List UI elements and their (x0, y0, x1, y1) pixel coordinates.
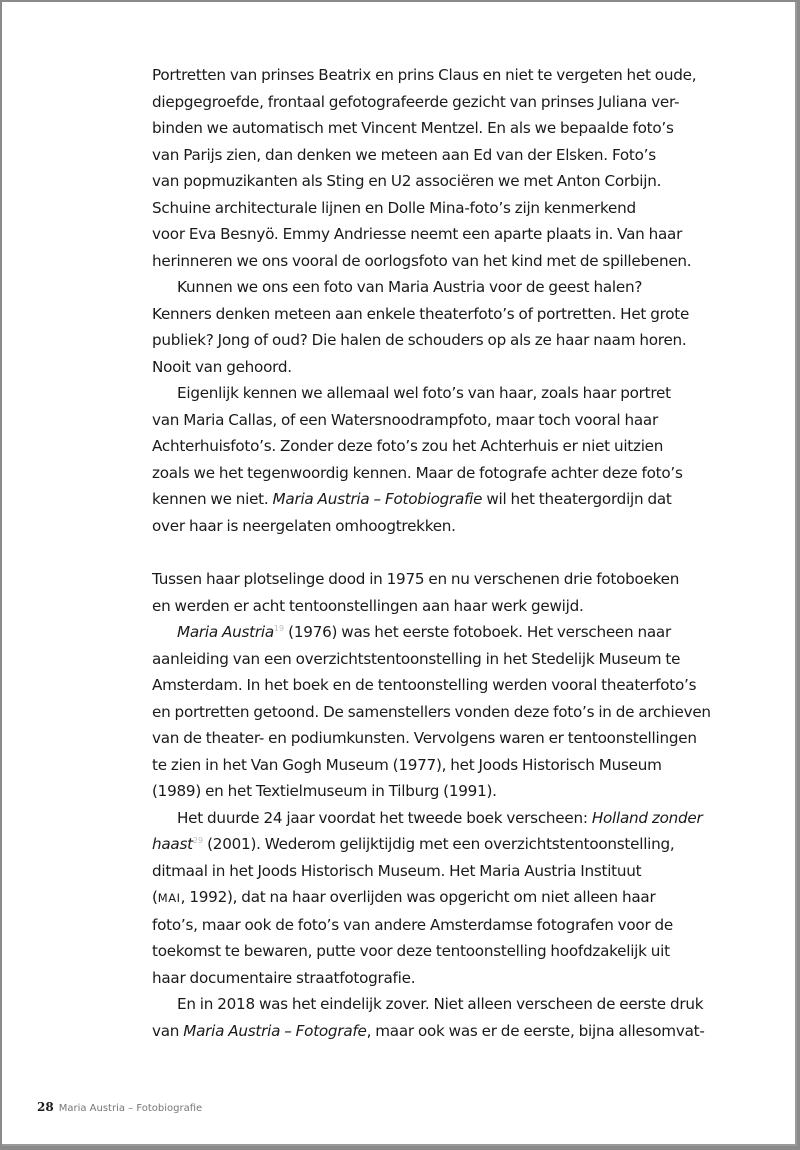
section-break (152, 539, 697, 566)
paragraph-3 (152, 380, 697, 539)
text-line: haar documentaire straatfotografie. (152, 968, 416, 987)
text-segment: , maar ook was er de eerste, bijna allesomvat- (366, 1021, 705, 1040)
paragraph-7 (152, 991, 705, 1044)
text-line: te zien in het Van Gogh Museum (1977), het Joods Historisch Museum (152, 755, 662, 774)
paragraph-1 (152, 62, 697, 274)
text-line: van de theater- en podiumkunsten. Vervolgens waren er tentoonstellingen (152, 729, 697, 747)
text-line (152, 486, 697, 513)
text-line: Kenners denken meteen aan enkele theaterfoto’s of portretten. Het grote (152, 304, 690, 323)
page-number: 28 (37, 1100, 54, 1114)
text-line: En in 2018 was het eindelijk zover. Niet alleen verscheen de eerste druk (177, 995, 704, 1013)
paragraph-6 (152, 805, 703, 992)
text-line: publiek? Jong of oud? Die halen de schouders op als ze haar naam horen. (152, 331, 687, 349)
text-line: diepgegroefde, frontaal gefotografeerde gezicht van prinses Juliana ver- (152, 92, 680, 111)
text-line: van Parijs zien, dan denken we meteen aan Ed van der Elsken. Foto’s (152, 145, 656, 164)
footnote-marker: 29 (192, 835, 204, 845)
abbreviation: MAI (157, 891, 181, 905)
text-line: Portretten van prinses Beatrix en prins Claus en niet te vergeten het oude, (152, 66, 697, 84)
text-segment: , 1992), dat na haar overlijden was opgericht om niet alleen haar (180, 888, 656, 906)
book-title: Maria Austria – Fotografe (183, 1021, 367, 1040)
text-segment: (2001). Wederom gelijktijdig met een overzichtstentoonstelling, (203, 835, 675, 853)
text-segment: van (152, 1021, 184, 1040)
text-segment: (1976) was het eerste fotoboek. Het verscheen naar (284, 623, 671, 641)
text-line: van popmuzikanten als Sting en U2 associëren we met Anton Corbijn. (152, 172, 662, 190)
book-page (2, 2, 797, 1146)
text-segment: ( (152, 888, 158, 906)
text-line (152, 805, 703, 832)
paragraph-4 (152, 566, 697, 619)
text-line: voor Eva Besnyö. Emmy Andriesse neemt een aparte plaats in. Van haar (152, 225, 683, 243)
text-line: Nooit van gehoord. (152, 357, 292, 376)
text-segment: kennen we niet. (152, 490, 273, 508)
text-line: Tussen haar plotselinge dood in 1975 en nu verschenen drie fotoboeken (152, 570, 680, 588)
text-line: Eigenlijk kennen we allemaal wel foto’s van haar, zoals haar portret (177, 384, 671, 402)
text-line: (1989) en het Textielmuseum in Tilburg (1991). (152, 782, 497, 800)
text-line (152, 831, 697, 858)
text-line (152, 619, 697, 646)
book-title: haast (152, 835, 193, 853)
footnote-marker: 19 (273, 623, 285, 633)
text-line: over haar is neergelaten omhoogtrekken. (152, 516, 456, 535)
text-line: Amsterdam. In het boek en de tentoonstelling werden vooral theaterfoto’s (152, 676, 697, 694)
text-line: toekomst te bewaren, putte voor deze tentoonstelling hoofdzakelijk uit (152, 942, 670, 960)
text-line: ditmaal in het Joods Historisch Museum. Het Maria Austria Instituut (152, 861, 642, 880)
book-title: Maria Austria (177, 623, 274, 641)
book-title: Maria Austria – Fotobiografie (272, 490, 483, 508)
running-title: Maria Austria – Fotobiografie (58, 1103, 203, 1114)
paragraph-2 (152, 274, 697, 380)
text-line: en werden er acht tentoonstellingen aan haar werk gewijd. (152, 596, 584, 615)
text-line: Schuine architecturale lijnen en Dolle Mina-foto’s zijn kenmerkend (152, 198, 636, 217)
text-segment: wil het theatergordijn dat (482, 490, 672, 508)
text-line: Achterhuisfoto’s. Zonder deze foto’s zou het Achterhuis er niet uitzien (152, 437, 664, 455)
paragraph-5 (152, 619, 711, 805)
text-line: aanleiding van een overzichtstentoonstelling in het Stedelijk Museum te (152, 649, 681, 668)
text-line: zoals we het tegenwoordig kennen. Maar de fotografe achter deze foto’s (152, 463, 683, 482)
text-line: herinneren we ons vooral de oorlogsfoto van het kind met de spillebenen. (152, 251, 692, 270)
text-line: en portretten getoond. De samenstellers vonden deze foto’s in de archieven (152, 702, 711, 721)
page-footer (37, 1100, 202, 1114)
body-text (152, 62, 711, 1044)
text-line (152, 1018, 705, 1045)
text-line (152, 884, 697, 912)
text-line: Kunnen we ons een foto van Maria Austria voor de geest halen? (177, 278, 643, 296)
text-line: binden we automatisch met Vincent Mentzel. En als we bepaalde foto’s (152, 119, 674, 137)
text-segment: Het duurde 24 jaar voordat het tweede boek verscheen: (177, 808, 592, 827)
book-title: Holland zonder (591, 808, 703, 827)
text-line: van Maria Callas, of een Watersnoodrampfoto, maar toch vooral haar (152, 410, 658, 429)
text-line: foto’s, maar ook de foto’s van andere Amsterdamse fotografen voor de (152, 915, 674, 934)
